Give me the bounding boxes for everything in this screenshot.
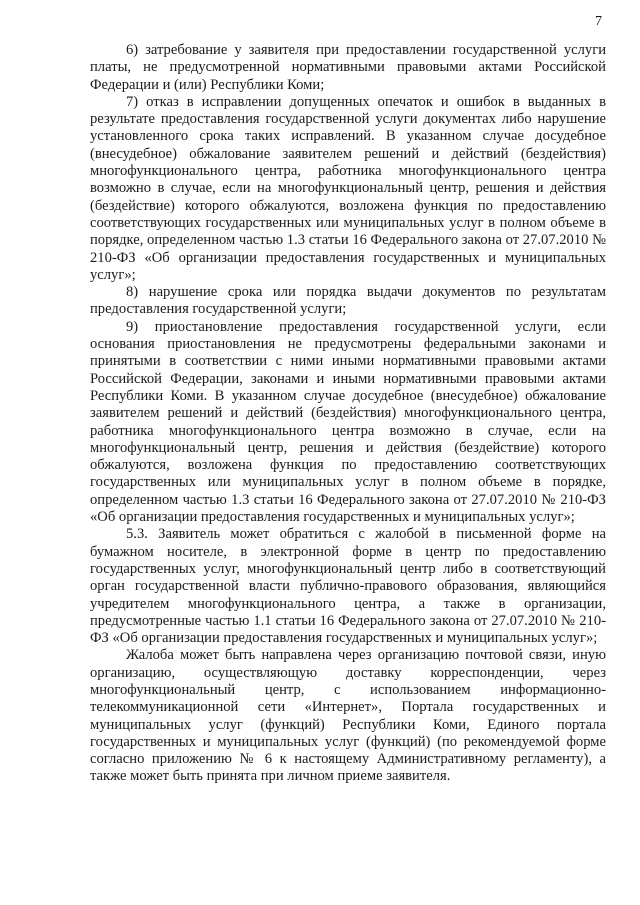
document-body <box>90 42 606 786</box>
paragraph-item-6: 6) затребование у заявителя при предоставлении государственной услуги платы, не предусмотренной нормативными правовыми актами Российской Федерации и (или) Республики Коми; <box>90 42 606 93</box>
page-number: 7 <box>595 14 602 29</box>
paragraph-section-5-3: 5.3. Заявитель может обратиться с жалобой в письменной форме на бумажном носителе, в электронной форме в центр по предоставлению государственных услуг, многофункциональный центр либо в соответствующий орган государственной власти публично-правового образования, являющийся учредителем многофункционального центра, а также в организации, предусмотренные частью 1.1 статьи 16 Федерального закона от 27.07.2010 № 210-ФЗ «Об организации предоставления государственных и муниципальных услуг»; <box>90 526 606 647</box>
paragraph-complaint-delivery: Жалоба может быть направлена через организацию почтовой связи, иную организацию, осуществляющую доставку корреспонденции, через многофункциональный центр, с использованием информационно-телекоммуникационной сети «Интернет», Портала государственных и муниципальных услуг (функций) Республики Коми, Единого портала государственных и муниципальных услуг (функций) (по рекомендуемой форме согласно приложению № 6 к настоящему Административному регламенту), а также может быть принята при личном приеме заявителя. <box>90 647 606 785</box>
paragraph-item-9: 9) приостановление предоставления государственной услуги, если основания приостановления не предусмотрены федеральными законами и принятыми в соответствии с ними иными нормативными правовыми актами Российской Федерации, законами и иными нормативными правовыми актами Республики Коми. В указанном случае досудебное (внесудебное) обжалование заявителем решений и действий (бездействия) многофункционального центра, работника многофункционального центра возможно в случае, если на многофункциональный центр, решения и действия (бездействие) которого обжалуются, возложена функция по предоставлению соответствующих государственных или муниципальных услуг в полном объеме в порядке, определенном частью 1.3 статьи 16 Федерального закона от 27.07.2010 № 210-ФЗ «Об организации предоставления государственных и муниципальных услуг»; <box>90 318 606 526</box>
paragraph-item-7: 7) отказ в исправлении допущенных опечаток и ошибок в выданных в результате предоставления государственной услуги документах либо нарушение установленного срока таких исправлений. В указанном случае досудебное (внесудебное) обжалование заявителем решений и действий (бездействия) многофункционального центра, работника многофункционального центра возможно в случае, если на многофункциональный центр, решения и действия (бездействие) которого обжалуются, возложена функция по предоставлению соответствующих государственных или муниципальных услуг в полном объеме в порядке, определенном частью 1.3 статьи 16 Федерального закона от 27.07.2010 № 210-ФЗ «Об организации предоставления государственных и муниципальных услуг»; <box>90 93 606 283</box>
paragraph-item-8: 8) нарушение срока или порядка выдачи документов по результатам предоставления государственной услуги; <box>90 284 606 318</box>
